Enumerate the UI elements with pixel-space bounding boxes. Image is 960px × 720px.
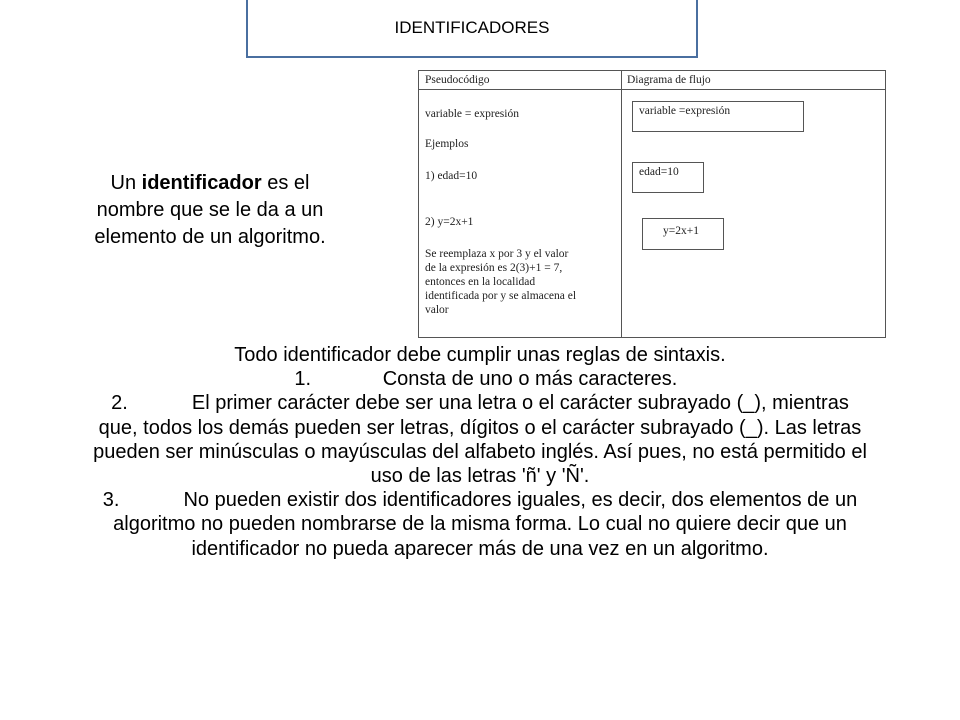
flow-box-y: [642, 218, 724, 250]
pseudo-line-3: 1) edad=10: [425, 170, 478, 182]
pseudo-line-9: valor: [425, 304, 449, 316]
intro-paragraph: [80, 170, 340, 251]
pseudocode-flowchart-figure: [418, 70, 886, 338]
flow-box-variable-label: variable =expresión: [639, 105, 731, 117]
flow-box-y-label: y=2x+1: [663, 225, 699, 237]
rule-3: [92, 488, 868, 561]
rule-3-number: 3.: [102, 489, 120, 512]
rules-intro: Todo identificador debe cumplir unas reglas de sintaxis.: [234, 344, 726, 366]
flow-box-edad: [632, 162, 704, 193]
flow-box-variable: [632, 101, 804, 132]
flow-box-edad-label: edad=10: [639, 166, 679, 178]
intro-bold-term: identificador: [141, 172, 262, 194]
page-title-box: [246, 0, 698, 58]
col-header-flowchart: Diagrama de flujo: [627, 74, 711, 86]
rules-text: [92, 343, 868, 561]
pseudo-line-6: de la expresión es 2(3)+1 = 7,: [425, 262, 563, 274]
figure-column-divider: [621, 71, 622, 337]
rule-1: [92, 367, 868, 391]
rule-2: [92, 391, 868, 488]
rule-1-number: 1.: [294, 368, 312, 391]
page-title: IDENTIFICADORES: [394, 18, 550, 37]
rule-2-text: El primer carácter debe ser una letra o el carácter subrayado (_), mientras que, todos los demás pueden ser letras, dígitos o el carácter subrayado (_). Las letras pueden ser minúsculas o mayúsculas del alfabeto inglés. Así pues, no está permitido el uso de las letras 'ñ' y 'Ñ'.: [93, 392, 867, 488]
rule-3-text: No pueden existir dos identificadores iguales, es decir, dos elementos de un algoritmo no pueden nombrarse de la misma forma. Lo cual no quiere decir que un identificador no pueda aparecer más de una vez en un algoritmo.: [113, 489, 858, 560]
pseudo-line-8: identificada por y se almacena el: [425, 290, 577, 302]
pseudo-line-7: entonces en la localidad: [425, 276, 536, 288]
pseudo-line-4: 2) y=2x+1: [425, 216, 474, 228]
rule-1-text: Consta de uno o más caracteres.: [382, 368, 678, 391]
intro-text-before: Un: [110, 172, 142, 194]
col-header-pseudocode: Pseudocódigo: [425, 74, 490, 86]
pseudo-line-1: variable = expresión: [425, 108, 519, 120]
rule-2-number: 2.: [111, 392, 128, 415]
intro-text-after: es el nombre que se le da a un elemento de un algoritmo.: [94, 172, 326, 248]
pseudo-line-2: Ejemplos: [425, 138, 469, 150]
pseudo-line-5: Se reemplaza x por 3 y el valor: [425, 248, 569, 260]
